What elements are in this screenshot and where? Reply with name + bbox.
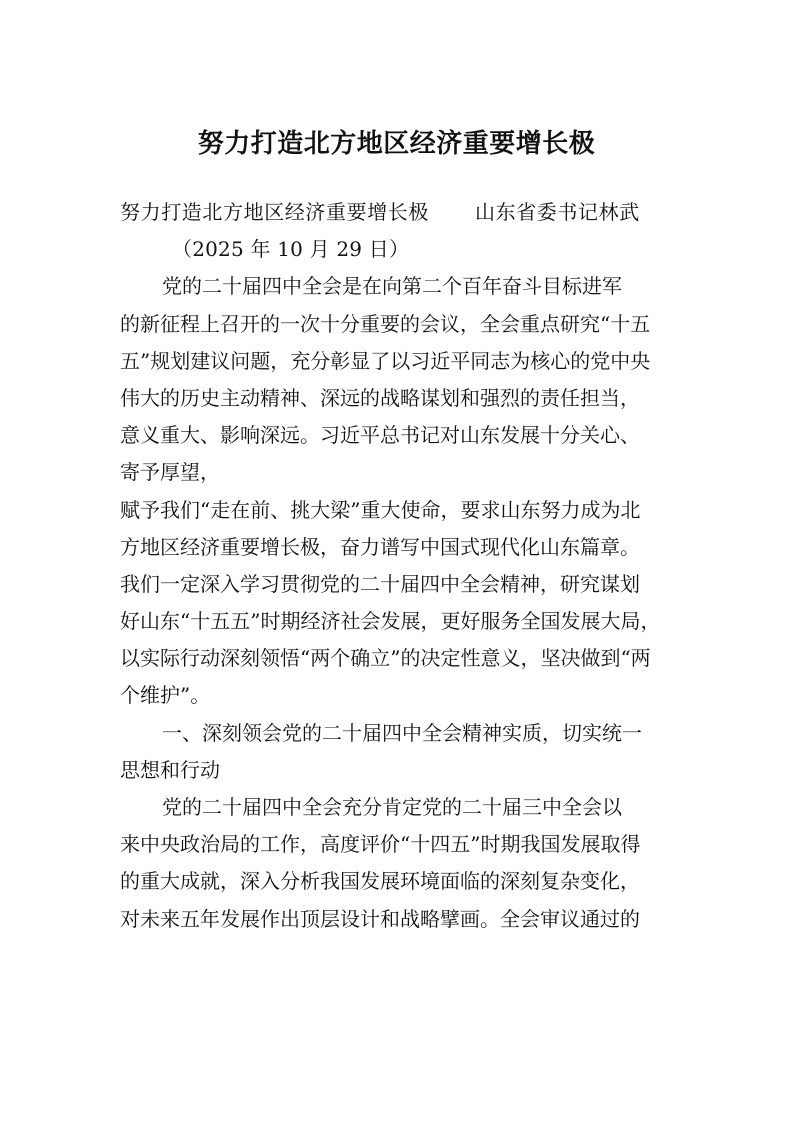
paragraph-line: 党的二十届四中全会是在向第二个百年奋斗目标进军 [162, 274, 622, 299]
paragraph-line: 寄予厚望， [120, 460, 220, 485]
page-title: 努力打造北方地区经济重要增长极 [197, 129, 596, 159]
paragraph-line: 对未来五年发展作出顶层设计和战略擘画。全会审议通过的 [120, 906, 640, 931]
section-heading-line: 思想和行动 [120, 757, 220, 782]
paragraph-line: 来中央政治局的工作，高度评价“十四五”时期我国发展取得 [120, 832, 641, 857]
paragraph-line: 好山东“十五五”时期经济社会发展，更好服务全国发展大局， [120, 609, 661, 634]
author: 山东省委书记林武 [475, 200, 640, 224]
document-body [120, 194, 676, 938]
paragraph-line: 个维护”。 [120, 683, 211, 708]
paragraph-line: 党的二十届四中全会充分肯定党的二十届三中全会以 [162, 795, 622, 819]
paragraph-line: 方地区经济重要增长极，奋力谱写中国式现代化山东篇章。 [120, 534, 640, 559]
section-heading-line: 一、深刻领会党的二十届四中全会精神实质，切实统一 [162, 720, 642, 745]
paragraph-line: 以实际行动深刻领悟“两个确立”的决定性意义，坚决做到“两 [120, 646, 651, 671]
paragraph-line: 五”规划建议问题，充分彰显了以习近平同志为核心的党中央 [120, 348, 651, 373]
paragraph-line: 意义重大、影响深远。习近平总书记对山东发展十分关心、 [120, 423, 640, 448]
subtitle: 努力打造北方地区经济重要增长极 [120, 200, 429, 224]
paragraph-line: 的重大成就，深入分析我国发展环境面临的深刻复杂变化， [120, 869, 640, 894]
paragraph-line: 伟大的历史主动精神、深远的战略谋划和强烈的责任担当， [120, 385, 640, 410]
paragraph-line: 赋予我们“走在前、挑大梁”重大使命，要求山东努力成为北 [120, 497, 641, 522]
paragraph-line: 我们一定深入学习贯彻党的二十届四中全会精神，研究谋划 [120, 571, 640, 596]
date-line: （2025 年 10 月 29 日） [172, 237, 410, 262]
paragraph-line: 的新征程上召开的一次十分重要的会议，全会重点研究“十五 [120, 311, 651, 336]
subtitle-line [120, 194, 676, 231]
